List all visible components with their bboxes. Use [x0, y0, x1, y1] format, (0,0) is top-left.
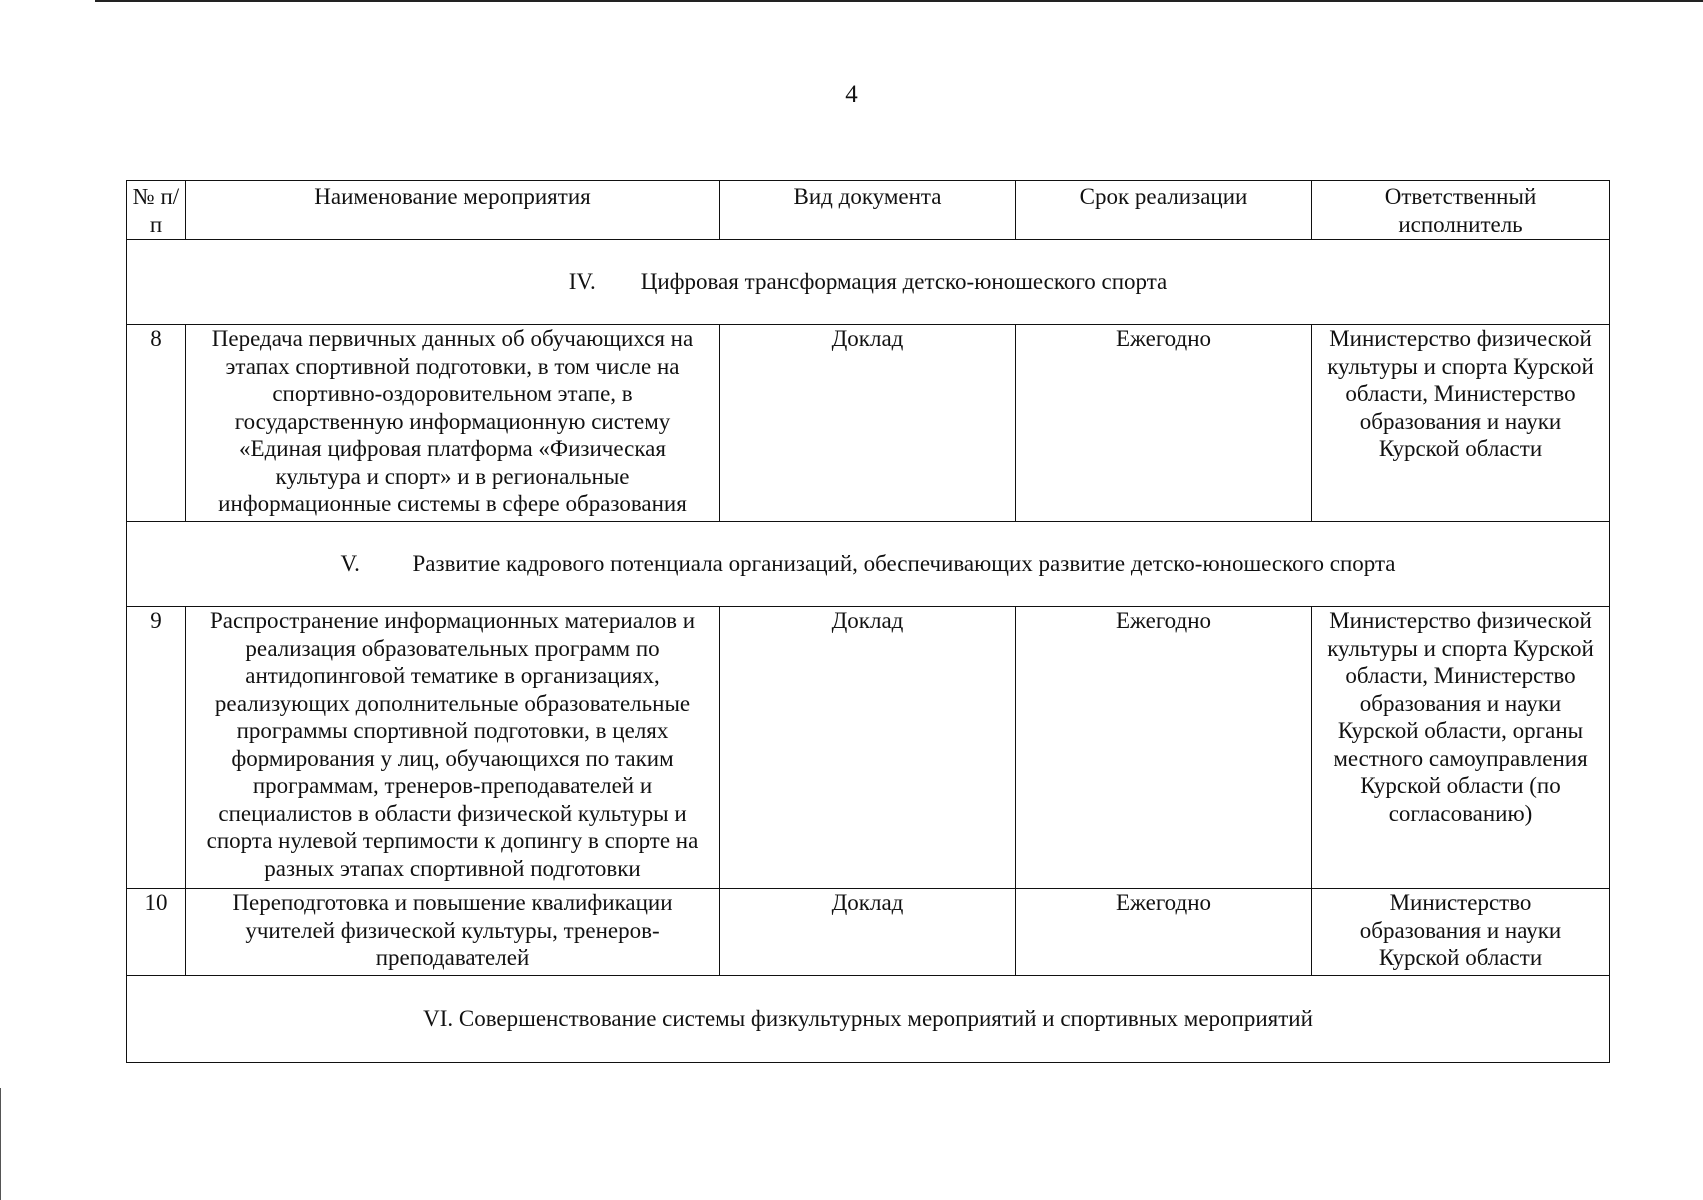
- section-heading: [127, 522, 1610, 607]
- row-num: 8: [127, 325, 186, 522]
- section-roman-numeral: V.: [340, 551, 360, 577]
- section-title: VI. Совершенствование системы физкультурных мероприятий и спортивных мероприятий: [423, 1006, 1313, 1032]
- row-doc-type: Доклад: [720, 607, 1016, 889]
- section-row-vi: [127, 976, 1610, 1063]
- scan-edge-left: [0, 1088, 1, 1200]
- scan-edge-top: [95, 0, 1703, 2]
- table-row: [127, 607, 1610, 889]
- header-name: Наименование мероприятия: [186, 181, 720, 240]
- header-term: Срок реализации: [1016, 181, 1312, 240]
- row-term: Ежегодно: [1016, 889, 1312, 976]
- row-responsible: Министерство физической культуры и спорта Курской области, Министерство образования и науки Курской области: [1312, 325, 1610, 522]
- header-doc-type: Вид документа: [720, 181, 1016, 240]
- row-num: 10: [127, 889, 186, 976]
- header-num: № п/п: [127, 181, 186, 240]
- row-term: Ежегодно: [1016, 325, 1312, 522]
- section-title: Цифровая трансформация детско-юношеского спорта: [640, 269, 1168, 295]
- table-row: [127, 325, 1610, 522]
- row-responsible: Министерство образования и науки Курской области: [1312, 889, 1610, 976]
- row-num: 9: [127, 607, 186, 889]
- row-responsible: Министерство физической культуры и спорта Курской области, Министерство образования и науки Курской области, органы местного самоуправления Курской области (по согласованию): [1312, 607, 1610, 889]
- table-header-row: [127, 181, 1610, 240]
- row-doc-type: Доклад: [720, 889, 1016, 976]
- section-heading: [127, 240, 1610, 325]
- row-name: Распространение информационных материалов и реализация образовательных программ по антидопинговой тематике в организациях, реализующих дополнительные образовательные программы спортивной подготовки, в целях формирования у лиц, обучающихся по таким программам, тренеров-преподавателей и специалистов в области физической культуры и спорта нулевой терпимости к допингу в спорте на разных этапах спортивной подготовки: [186, 607, 720, 889]
- header-responsible: Ответственный исполнитель: [1312, 181, 1610, 240]
- section-row-v: [127, 522, 1610, 607]
- row-name: Передача первичных данных об обучающихся на этапах спортивной подготовки, в том числе на спортивно-оздоровительном этапе, в государственную информационную систему «Единая цифровая платформа «Физическая культура и спорт» и в региональные информационные системы в сфере образования: [186, 325, 720, 522]
- section-heading: [127, 976, 1610, 1063]
- section-row-iv: [127, 240, 1610, 325]
- section-roman-numeral: IV.: [568, 269, 596, 295]
- row-term: Ежегодно: [1016, 607, 1312, 889]
- row-name: Переподготовка и повышение квалификации учителей физической культуры, тренеров-преподавателей: [186, 889, 720, 976]
- section-title: Развитие кадрового потенциала организаций, обеспечивающих развитие детско-юношеского спорта: [412, 551, 1396, 577]
- page-number: 4: [845, 81, 858, 108]
- table-row: [127, 889, 1610, 976]
- row-doc-type: Доклад: [720, 325, 1016, 522]
- activities-table: [126, 180, 1610, 1063]
